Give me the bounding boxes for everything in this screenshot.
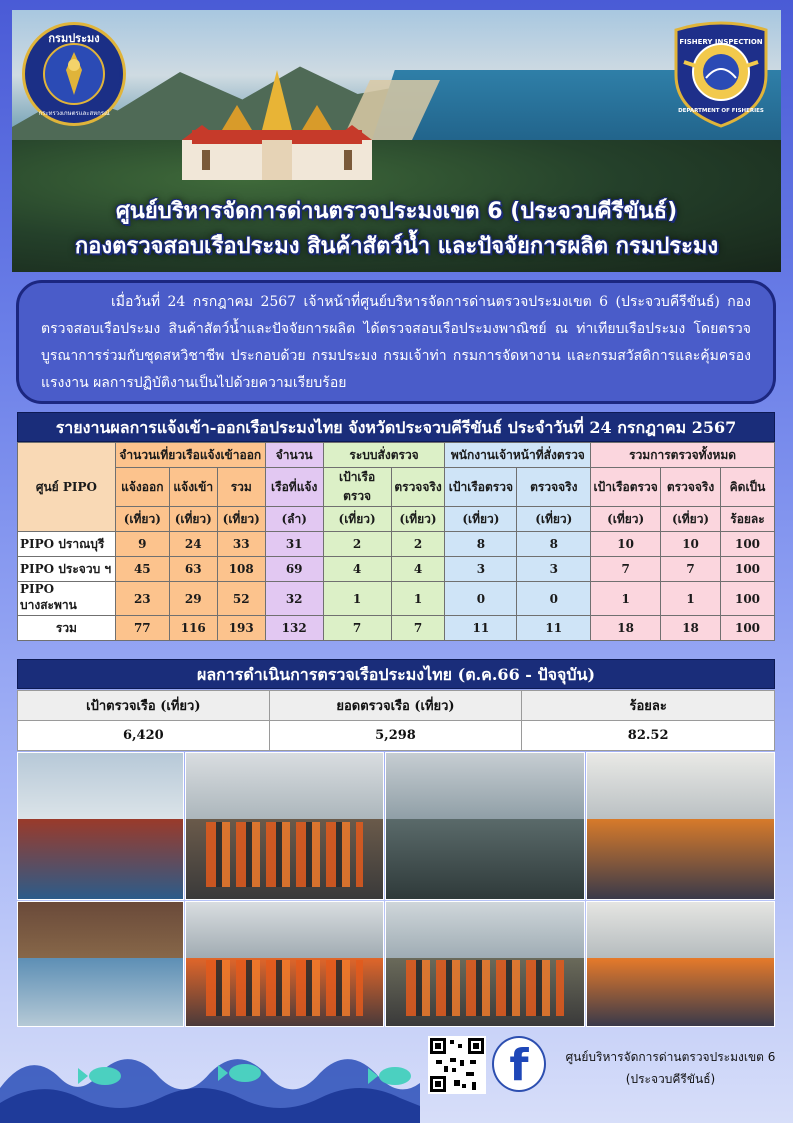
cell-in: 116 — [169, 616, 217, 641]
subheader-percent: คิดเป็น — [721, 468, 775, 507]
unit-trip: (เที่ยว) — [591, 507, 661, 532]
cell-in: 63 — [169, 557, 217, 582]
cell-off-target: 0 — [445, 582, 517, 616]
summary-header-actual: ยอดตรวจเรือ (เที่ยว) — [269, 691, 522, 721]
table-row — [18, 557, 775, 582]
cell-in: 29 — [169, 582, 217, 616]
unit-trip: (เที่ยว) — [323, 507, 391, 532]
facebook-icon[interactable]: f — [492, 1036, 546, 1092]
summary-value-target: 6,420 — [18, 721, 270, 751]
fishery-inspection-logo — [668, 20, 774, 130]
cell-tot-actual: 7 — [661, 557, 721, 582]
footer — [0, 1028, 793, 1123]
logo-left-title: กรมประมง — [48, 32, 100, 45]
table-row — [18, 582, 775, 616]
subheader-sys-actual: ตรวจจริง — [391, 468, 445, 507]
row-name: PIPO ปราณบุรี — [18, 532, 116, 557]
subheader-tot-actual: ตรวจจริง — [661, 468, 721, 507]
cell-sum: 193 — [217, 616, 265, 641]
cell-sys-actual: 7 — [391, 616, 445, 641]
summary-table — [17, 690, 775, 751]
report-table — [17, 442, 775, 641]
cell-off-actual: 8 — [517, 532, 591, 557]
photo-crew-group — [185, 901, 384, 1027]
unit-trip: (เที่ยว) — [115, 507, 169, 532]
cell-off-actual: 3 — [517, 557, 591, 582]
summary-value-percent: 82.52 — [522, 721, 775, 751]
header-center: ศูนย์ PIPO — [18, 443, 116, 532]
cell-percent: 100 — [721, 582, 775, 616]
header-count: จำนวน — [265, 443, 323, 468]
footer-line2: (ประจวบคีรีขันธ์) — [625, 1072, 716, 1086]
photo-fish-hold — [17, 901, 184, 1027]
cell-tot-actual: 1 — [661, 582, 721, 616]
photo-crew-interview — [586, 752, 775, 900]
cell-sys-target: 2 — [323, 532, 391, 557]
qr-code[interactable] — [428, 1036, 486, 1094]
subheader-sum: รวม — [217, 468, 265, 507]
cell-sys-actual: 1 — [391, 582, 445, 616]
photo-inspection-deck — [185, 752, 384, 900]
photo-document-check — [385, 752, 585, 900]
cell-tot-target: 7 — [591, 557, 661, 582]
photo-officer-interview — [586, 901, 775, 1027]
cell-percent: 100 — [721, 557, 775, 582]
cell-sys-actual: 4 — [391, 557, 445, 582]
cell-out: 23 — [115, 582, 169, 616]
summary-header-target: เป้าตรวจเรือ (เที่ยว) — [18, 691, 270, 721]
cell-sys-target: 1 — [323, 582, 391, 616]
intro-paragraph: เมื่อวันที่ 24 กรกฎาคม 2567 เจ้าหน้าที่ศูนย์บริหารจัดการด่านตรวจประมงเขต 6 (ประจวบคีรีขันธ์) กองตรวจสอบเรือประมง สินค้าสัตว์น้ำและปัจจัยการผลิต ได้ตรวจสอบเรือประมงพาณิชย์ ณ ท่าเทียบเรือประมง โดยตรวจบูรณาการร่วมกับชุดสหวิชาชีพ ประกอบด้วย กรมประมง กรมเจ้าท่า กรมการจัดหางาน และกรมสวัสดิการและคุ้มครองแรงงาน ผลการปฏิบัติงานเป็นไปด้วยความเรียบร้อย — [41, 294, 751, 391]
photo-pier-inspection — [385, 901, 585, 1027]
logo-right-top-text: FISHERY INSPECTION — [679, 38, 763, 46]
cell-sum: 108 — [217, 557, 265, 582]
cell-in: 24 — [169, 532, 217, 557]
summary-header-percent: ร้อยละ — [522, 691, 775, 721]
header-total: รวมการตรวจทั้งหมด — [591, 443, 775, 468]
cell-tot-target: 1 — [591, 582, 661, 616]
row-name: รวม — [18, 616, 116, 641]
logo-left-subtitle: กระทรวงเกษตรและสหกรณ์ — [38, 110, 110, 117]
cell-out: 45 — [115, 557, 169, 582]
department-of-fisheries-logo — [22, 22, 126, 126]
unit-trip: (เที่ยว) — [217, 507, 265, 532]
cell-off-actual: 11 — [517, 616, 591, 641]
unit-percent: ร้อยละ — [721, 507, 775, 532]
row-name: PIPO บางสะพาน — [18, 582, 116, 616]
cell-boats: 31 — [265, 532, 323, 557]
summary-title: ผลการดำเนินการตรวจเรือประมงไทย (ต.ค.66 - ปัจจุบัน) — [17, 659, 775, 689]
unit-trip: (เที่ยว) — [445, 507, 517, 532]
unit-trip: (เที่ยว) — [661, 507, 721, 532]
fish-icon — [78, 1067, 121, 1085]
cell-off-actual: 0 — [517, 582, 591, 616]
unit-boat: (ลำ) — [265, 507, 323, 532]
cell-percent: 100 — [721, 616, 775, 641]
logo-right-bottom-text: DEPARTMENT OF FISHERIES — [678, 108, 764, 114]
cell-sys-target: 4 — [323, 557, 391, 582]
cell-out: 9 — [115, 532, 169, 557]
subheader-tot-target: เป้าเรือตรวจ — [591, 468, 661, 507]
cell-tot-target: 18 — [591, 616, 661, 641]
cell-sum: 33 — [217, 532, 265, 557]
summary-value-actual: 5,298 — [269, 721, 522, 751]
photo-grid — [17, 752, 775, 1028]
temple-illustration — [162, 70, 392, 190]
row-name: PIPO ประจวบ ฯ — [18, 557, 116, 582]
table-row-total — [18, 616, 775, 641]
cell-boats: 69 — [265, 557, 323, 582]
header-trips: จำนวนเที่ยวเรือแจ้งเข้าออก — [115, 443, 265, 468]
subheader-out: แจ้งออก — [115, 468, 169, 507]
cell-off-target: 3 — [445, 557, 517, 582]
cell-out: 77 — [115, 616, 169, 641]
report-title: รายงานผลการแจ้งเข้า-ออกเรือประมงไทย จังหวัดประจวบคีรีขันธ์ ประจำวันที่ 24 กรกฎาคม 2567 — [17, 412, 775, 442]
unit-trip: (เที่ยว) — [169, 507, 217, 532]
cell-percent: 100 — [721, 532, 775, 557]
subheader-off-actual: ตรวจจริง — [517, 468, 591, 507]
footer-office-name — [548, 1046, 793, 1090]
footer-line1: ศูนย์บริหารจัดการด่านตรวจประมงเขต 6 — [565, 1050, 776, 1064]
subheader-in: แจ้งเข้า — [169, 468, 217, 507]
photo-fishing-boats — [17, 752, 184, 900]
cell-sum: 52 — [217, 582, 265, 616]
unit-trip: (เที่ยว) — [391, 507, 445, 532]
cell-tot-target: 10 — [591, 532, 661, 557]
header-officer: พนักงานเจ้าหน้าที่สั่งตรวจ — [445, 443, 591, 468]
unit-trip: (เที่ยว) — [517, 507, 591, 532]
cell-sys-target: 7 — [323, 616, 391, 641]
cell-sys-actual: 2 — [391, 532, 445, 557]
header-banner — [12, 10, 781, 272]
banner-title-line1: ศูนย์บริหารจัดการด่านตรวจประมงเขต 6 (ประจวบคีรีขันธ์) — [115, 199, 678, 224]
cell-boats: 32 — [265, 582, 323, 616]
banner-title-line2: กองตรวจสอบเรือประมง สินค้าสัตว์น้ำ และปัจจัยการผลิต กรมประมง — [74, 234, 719, 259]
cell-boats: 132 — [265, 616, 323, 641]
header-system: ระบบสั่งตรวจ — [323, 443, 445, 468]
cell-off-target: 11 — [445, 616, 517, 641]
cell-tot-actual: 10 — [661, 532, 721, 557]
subheader-sys-target: เป้าเรือตรวจ — [323, 468, 391, 507]
subheader-off-target: เป้าเรือตรวจ — [445, 468, 517, 507]
intro-panel — [16, 280, 776, 404]
table-row — [18, 532, 775, 557]
subheader-boats: เรือที่แจ้ง — [265, 468, 323, 507]
cell-tot-actual: 18 — [661, 616, 721, 641]
cell-off-target: 8 — [445, 532, 517, 557]
